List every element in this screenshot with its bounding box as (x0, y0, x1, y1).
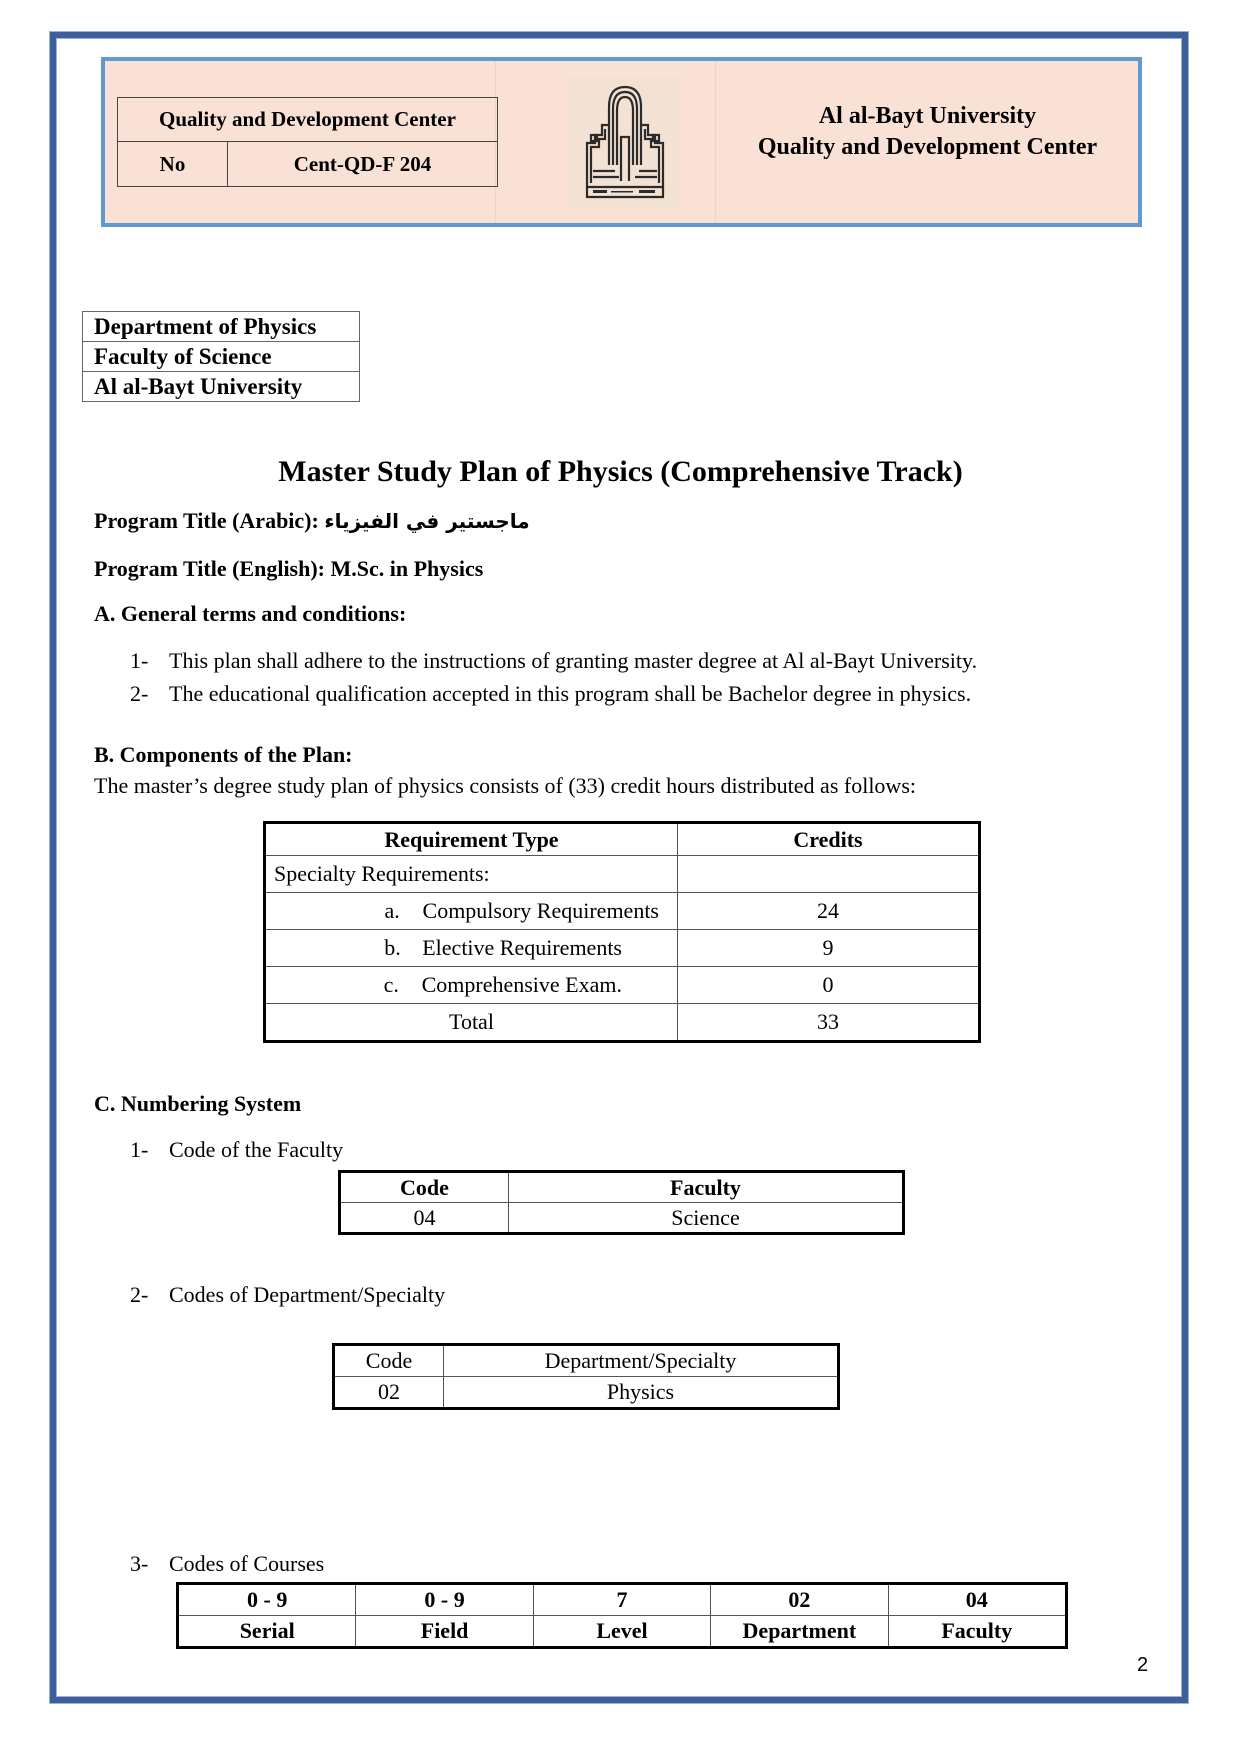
item-number: 1- (130, 648, 149, 673)
faculty-code-value: 04 (341, 1203, 509, 1233)
form-no-label: No (118, 142, 228, 187)
row-credits: 9 (678, 930, 979, 967)
university-name: Al al-Bayt University (818, 103, 1037, 129)
form-center-name: Quality and Development Center (118, 98, 498, 142)
code-label: Serial (179, 1616, 356, 1647)
table-header-row (335, 1346, 838, 1377)
header-title-block (717, 61, 1138, 223)
item-number: 2- (130, 1282, 149, 1307)
course-code-table (178, 1584, 1066, 1647)
header-divider (715, 61, 716, 223)
item-text: Code of the Faculty (169, 1137, 344, 1162)
table-row (266, 856, 979, 893)
row-label: Elective Requirements (422, 935, 622, 960)
university-logo-icon (569, 77, 681, 210)
item-text: Codes of Courses (169, 1551, 325, 1576)
table-row (266, 930, 979, 967)
numbering-item (130, 1137, 343, 1163)
row-letter: b. (384, 935, 401, 960)
column-header: Requirement Type (266, 824, 678, 856)
item-text: This plan shall adhere to the instructions of granting master degree at Al al-Bayt University. (169, 648, 978, 673)
table-row (335, 1377, 838, 1408)
document-header (101, 57, 1142, 227)
table-row (266, 967, 979, 1004)
condition-item (130, 681, 971, 707)
table-row (341, 1203, 903, 1233)
department-block (82, 311, 360, 402)
group-label: Specialty Requirements: (266, 856, 678, 893)
condition-item (130, 648, 977, 674)
program-title-arabic (94, 508, 530, 534)
department-code-table (334, 1345, 838, 1408)
code-label: Faculty (888, 1616, 1065, 1647)
code-label: Field (356, 1616, 533, 1647)
item-number: 1- (130, 1137, 149, 1162)
code-value: 7 (533, 1585, 710, 1616)
item-text: The educational qualification accepted in this program shall be Bachelor degree in physics. (169, 681, 972, 706)
page-title: Master Study Plan of Physics (Comprehensive Track) (278, 455, 963, 488)
section-b-heading: B. Components of the Plan: (94, 742, 353, 767)
total-label: Total (266, 1004, 678, 1041)
total-value: 33 (678, 1004, 979, 1041)
row-label: Compulsory Requirements (422, 898, 659, 923)
item-number: 2- (130, 681, 149, 706)
row-credits: 0 (678, 967, 979, 1004)
faculty-name-value: Science (509, 1203, 903, 1233)
column-header: Faculty (509, 1173, 903, 1203)
center-name: Quality and Development Center (757, 134, 1098, 160)
program-title-english-label: Program Title (English): (94, 556, 325, 581)
code-value: 0 - 9 (179, 1585, 356, 1616)
code-value: 02 (711, 1585, 888, 1616)
section-a-heading: A. General terms and conditions: (94, 601, 407, 626)
faculty-line: Faculty of Science (83, 342, 360, 372)
program-title-english-value: M.Sc. in Physics (330, 556, 484, 581)
page-number: 2 (1137, 1654, 1149, 1676)
section-c-heading: C. Numbering System (94, 1091, 302, 1116)
numbering-item (130, 1282, 445, 1308)
column-header: Code (335, 1346, 444, 1377)
code-label: Department (711, 1616, 888, 1647)
numbering-item (130, 1551, 324, 1577)
column-header: Code (341, 1173, 509, 1203)
code-labels-row (179, 1616, 1066, 1647)
program-title-english (94, 556, 483, 582)
item-number: 3- (130, 1551, 149, 1576)
code-values-row (179, 1585, 1066, 1616)
row-credits: 24 (678, 893, 979, 930)
row-label: Comprehensive Exam. (421, 972, 622, 997)
form-code: Cent-QD-F 204 (228, 142, 498, 187)
department-line: Department of Physics (83, 312, 360, 342)
program-title-arabic-label: Program Title (Arabic): (94, 508, 319, 533)
department-name-value: Physics (444, 1377, 838, 1408)
row-letter: c. (383, 972, 399, 997)
code-value: 0 - 9 (356, 1585, 533, 1616)
section-b-intro: The master’s degree study plan of physics consists of (33) credit hours distributed as follows: (94, 773, 916, 798)
form-id-table (117, 97, 498, 187)
table-header-row (266, 824, 979, 856)
university-line: Al al-Bayt University (83, 372, 360, 402)
code-label: Level (533, 1616, 710, 1647)
column-header: Department/Specialty (444, 1346, 838, 1377)
code-value: 04 (888, 1585, 1065, 1616)
program-title-arabic-value: ماجستير في الفيزياء (324, 509, 530, 533)
total-row (266, 1004, 979, 1041)
empty-cell (678, 856, 979, 893)
department-code-value: 02 (335, 1377, 444, 1408)
faculty-code-table (340, 1172, 903, 1233)
column-header: Credits (678, 824, 979, 856)
table-header-row (341, 1173, 903, 1203)
item-text: Codes of Department/Specialty (169, 1282, 446, 1307)
credits-table (265, 823, 979, 1041)
row-letter: a. (384, 898, 400, 923)
table-row (266, 893, 979, 930)
